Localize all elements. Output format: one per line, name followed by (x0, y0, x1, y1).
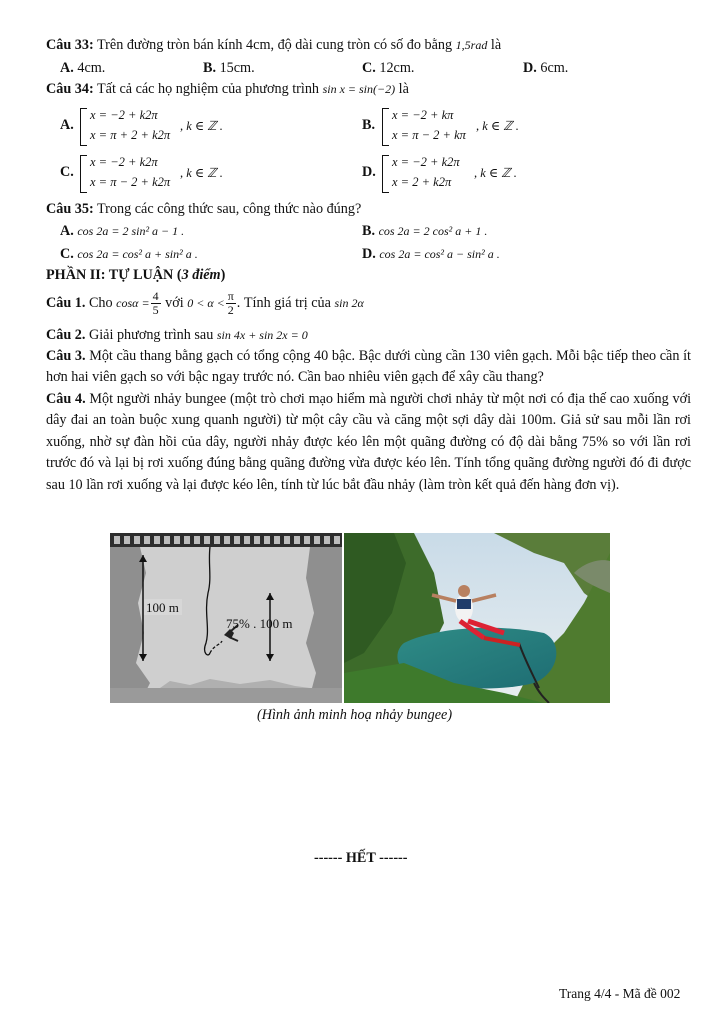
q34-text: Tất cả các họ nghiệm của phương trình (97, 81, 320, 97)
q35-label: Câu 35: (46, 201, 94, 217)
q33-option-b: B. 15cm. (203, 60, 255, 76)
c1-pi-fraction: $\frac{\pi}{2}$ (227, 289, 234, 318)
bungee-photo (344, 533, 610, 703)
q33-value: 1,5rad (455, 38, 488, 52)
q34-option-a-key: A. (60, 117, 74, 133)
label-75pct: 75% . 100 m (226, 616, 293, 631)
q35-text: Trong các công thức sau, công thức nào đúng? (97, 201, 362, 217)
c1-fraction: $\frac{4}{5}$ (152, 289, 159, 318)
part2-heading: PHẦN II: TỰ LUẬN (3 điểm) (46, 267, 226, 283)
q34-equation: sin x = sin(−2) (322, 82, 396, 96)
q35-stem (46, 201, 361, 218)
page-footer: Trang 4/4 - Mã đề 002 (559, 986, 681, 1001)
q33-option-d: D. 6cm. (523, 60, 569, 76)
q35-option-b: B. cos 2a = 2 cos² a + 1 . (362, 223, 488, 239)
q34-option-c-key: C. (60, 164, 74, 180)
q35-option-a: A. cos 2a = 2 sin² a − 1 . (60, 223, 185, 239)
q35-option-c: C. cos 2a = cos² a + sin² a . (60, 246, 198, 262)
q35-option-d: D. cos 2a = cos² a − sin² a . (362, 246, 500, 262)
q34-option-b-key: B. (362, 117, 376, 133)
c1-question: Câu 1. Cho cosα = $\frac{4}{5}$ với 0 < α < $\frac{\pi}{2}$ . Tính giá trị của sin 2α (46, 289, 364, 318)
c2-question: Câu 2. Giải phương trình sau sin 4x + sin 2x = 0 (46, 327, 308, 343)
q33-stem (46, 37, 501, 54)
q34-tail: là (398, 81, 409, 97)
c4-question: Câu 4. Một người nhảy bungee (một trò chơi mạo hiểm mà người chơi nhảy từ một nơi có địa thế cao xuống với dây đai an toàn buộc xung quanh người) từ một cây cầu và căng một sợi dây dài 100m. Giả sử sau mỗi lần rơi xuống, nhờ sự đàn hồi của dây, người nhảy được kéo lên một quãng đường có độ dài bằng 75% so với lần rơi trước đó và lại bị rơi xuống đúng bằng quãng đường vừa được kéo lên. Tính tổng quãng đường người đó đi được sau 10 lần rơi xuống và lại được kéo lên, tính từ lúc bắt đầu nhảy (làm tròn kết quả đến hàng đơn vị). (46, 391, 692, 493)
label-100m: 100 m (146, 600, 179, 615)
figure-caption: (Hình ảnh minh hoạ nhảy bungee) (257, 707, 453, 723)
q34-option-d-key: D. (362, 164, 376, 180)
c3-question: Câu 3. Một cầu thang bằng gạch có tổng cộng 40 bậc. Bậc dưới cùng cần 130 viên gạch. Mỗi bậc tiếp theo cần ít hơn hai viên gạch so với bậc ngay trước nó. Cần bao nhiêu viên gạch để xây cầu thang? (46, 348, 692, 386)
bungee-diagram (110, 533, 342, 703)
c1-label: Câu 1. (46, 295, 86, 311)
q34-stem (46, 81, 409, 98)
q33-option-a: A. 4cm. (60, 60, 106, 76)
q33-text: Trên đường tròn bán kính 4cm, độ dài cung tròn có số đo bằng (97, 37, 453, 53)
end-mark: ------ HẾT ------ (314, 850, 408, 866)
c2-label: Câu 2. (46, 327, 86, 343)
q34-label: Câu 34: (46, 81, 94, 97)
q33-label: Câu 33: (46, 37, 94, 53)
q33-option-c: C. 12cm. (362, 60, 415, 76)
q33-tail: là (490, 37, 502, 53)
